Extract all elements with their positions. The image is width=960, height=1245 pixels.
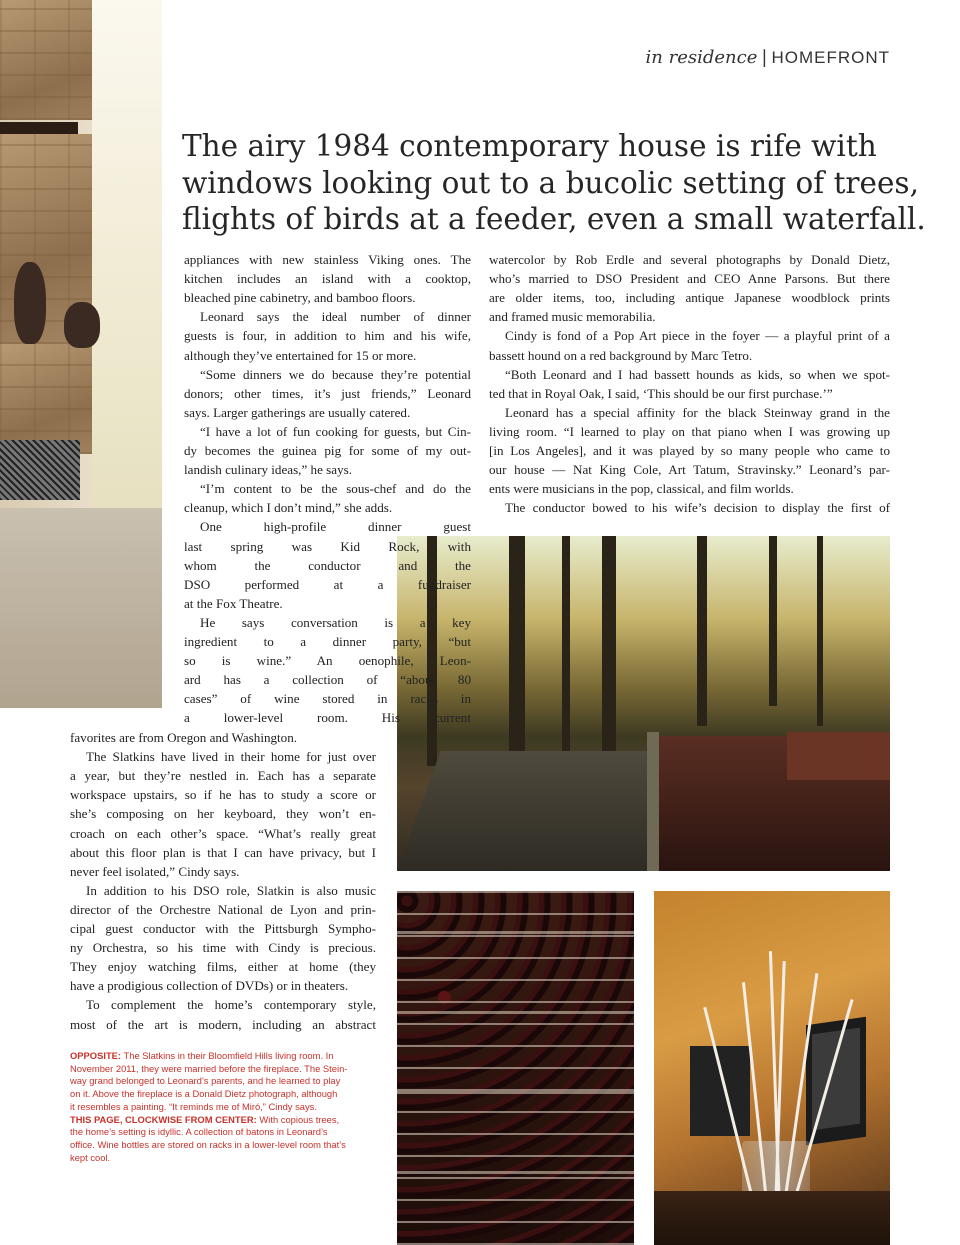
- pull-quote-line: flights of birds at a feeder, even a small waterfall.: [182, 202, 926, 236]
- text-line: have a prodigious collection of DVDs) or in theaters.: [70, 978, 349, 994]
- caption-line: the home’s setting is idyllic. A collection of batons in Leonard’s: [70, 1126, 328, 1138]
- text-line: cases” of wine stored in racks in: [184, 691, 471, 707]
- text-line: “Both Leonard and I had bassett hounds as kids, so when we spot-: [505, 366, 890, 382]
- text-line: most of the art is modern, including an abstract: [70, 1016, 376, 1032]
- fireplace-photo: [0, 0, 162, 708]
- text-line: she’s composing on her keyboard, they won’t en-: [70, 806, 376, 822]
- text-line: ted that in Royal Oak, I said, ‘This should be our first purchase.’”: [489, 385, 833, 401]
- text-line: cleanup, which I don’t mind,” she adds.: [184, 500, 393, 516]
- section-name-italic: in residence: [645, 47, 758, 68]
- text-line: at the Fox Theatre.: [184, 595, 283, 611]
- wine-rack-photo: [397, 891, 634, 1245]
- caption-line: on it. Above the fireplace is a Donald Dietz photograph, although: [70, 1088, 338, 1100]
- text-line: workspace upstairs, so if he has to study a score or: [70, 787, 376, 803]
- text-line: although they’ve entertained for 15 or more.: [184, 347, 417, 363]
- text-line: In addition to his DSO role, Slatkin is also music: [86, 882, 376, 898]
- text-line: living room. “I learned to play on that piano when I was growing up: [489, 423, 890, 439]
- caption-line: kept cool.: [70, 1151, 111, 1163]
- vase-short: [64, 302, 100, 348]
- caption-line: way grand belonged to Leonard’s parents, and he learned to play: [70, 1075, 341, 1087]
- text-line: whom the conductor and the: [184, 557, 471, 573]
- text-line: They enjoy watching films, either at home (they: [70, 959, 376, 975]
- text-line: Cindy is fond of a Pop Art piece in the foyer — a playful print of a: [505, 328, 890, 344]
- caption-line: office. Wine bottles are stored on racks in a lower-level room that’s: [70, 1138, 346, 1150]
- header-separator: |: [761, 47, 768, 68]
- text-line: never feel isolated,” Cindy says.: [70, 863, 240, 879]
- text-line: appliances with new stainless Viking ones. The: [184, 252, 471, 267]
- text-line: “I’m content to be the sous-chef and do the: [200, 481, 471, 497]
- text-line: One high-profile dinner guest: [200, 519, 471, 535]
- section-name: HOMEFRONT: [771, 48, 890, 67]
- text-line: croach on each other’s space. “What’s really great: [70, 825, 376, 841]
- batons-photo: [654, 891, 890, 1245]
- text-line: ents were musicians in the pop, classical, and film worlds.: [489, 481, 794, 497]
- vase-tall: [14, 262, 46, 344]
- text-line: dy becomes the guinea pig for some of my out-: [184, 443, 471, 458]
- tile-floor: [0, 508, 162, 708]
- caption-line: THIS PAGE, CLOCKWISE FROM CENTER: With copious trees,: [70, 1113, 340, 1125]
- text-line: guests is four, in addition to him and his wife,: [184, 328, 471, 344]
- text-line: landish culinary ideas,” he says.: [184, 462, 352, 478]
- caption-line: it resembles a painting. “It reminds me of Miró,” Cindy says.: [70, 1100, 317, 1112]
- text-line: watercolor by Rob Erdle and several photographs by Donald Dietz,: [489, 252, 890, 267]
- section-header: [646, 47, 890, 68]
- pull-quote-line: The airy 1984 contemporary house is rife with: [182, 129, 877, 163]
- text-line: cipal guest conductor with the Pittsburgh Sympho-: [70, 921, 376, 936]
- text-line: “I have a lot of fun cooking for guests, but Cin-: [200, 423, 471, 439]
- text-line: [in Los Angeles], and it was played by so many people who came to: [489, 443, 890, 458]
- caption-line: OPPOSITE: The Slatkins in their Bloomfield Hills living room. In: [70, 1050, 334, 1061]
- text-line: DSO performed at a fundraiser: [184, 576, 471, 592]
- text-line: our house — Nat King Cole, Art Tatum, Stravinsky.” Leonard’s par-: [489, 462, 890, 478]
- text-line: a year, but they’re nestled in. Each has a separate: [70, 768, 376, 784]
- pull-quote-line: windows looking out to a bucolic setting of trees,: [182, 165, 919, 200]
- text-line: ny Orchestra, so his time with Cindy is precious.: [70, 940, 376, 956]
- window-light: [92, 0, 162, 520]
- text-line: and framed music memorabilia.: [489, 309, 656, 325]
- text-line: The Slatkins have lived in their home for just over: [86, 749, 376, 765]
- text-line: are older items, too, including antique Japanese woodblock prints: [489, 290, 890, 306]
- text-line: kitchen includes an island with a cooktop,: [184, 271, 471, 287]
- text-line: “Some dinners we do because they’re potential: [200, 366, 471, 382]
- text-line: bleached pine cabinetry, and bamboo floors.: [184, 290, 416, 306]
- text-line: The conductor bowed to his wife’s decision to display the first of: [505, 500, 890, 516]
- fireplace-screen: [0, 440, 80, 500]
- mantel: [0, 122, 78, 134]
- text-line: He says conversation is a key: [200, 614, 471, 630]
- text-line: bassett hound on a red background by Marc Tetro.: [489, 347, 753, 363]
- caption-line: November 2011, they were married before the fireplace. The Stein-: [70, 1062, 348, 1074]
- text-line: says. Larger gatherings are usually catered.: [184, 404, 411, 420]
- text-line: director of the Orchestre National de Lyon and prin-: [70, 901, 376, 917]
- text-line: so is wine.” An oenophile, Leon-: [184, 653, 471, 669]
- text-line: who’s married to DSO President and CEO Anne Parsons. But there: [489, 271, 890, 287]
- text-line: To complement the home’s contemporary style,: [86, 997, 376, 1013]
- caption-label-opposite: OPPOSITE:: [70, 1050, 122, 1061]
- text-line: ard has a collection of “about 80: [184, 672, 471, 688]
- pull-quote: [182, 128, 926, 238]
- text-line: Leonard has a special affinity for the black Steinway grand in the: [505, 404, 890, 420]
- text-line: about this floor plan is that I can have privacy, but I: [70, 844, 376, 860]
- text-line: favorites are from Oregon and Washington.: [70, 730, 298, 745]
- caption-label-this-page: THIS PAGE, CLOCKWISE FROM CENTER:: [70, 1113, 257, 1125]
- text-line: Leonard says the ideal number of dinner: [200, 309, 471, 325]
- photo-caption: [70, 1050, 378, 1164]
- text-line: donors; other times, it’s just friends,” Leonard: [184, 385, 471, 401]
- text-line: last spring was Kid Rock, with: [184, 538, 471, 554]
- text-line: a lower-level room. His current: [184, 710, 471, 726]
- text-line: ingredient to a dinner party, “but: [184, 634, 471, 649]
